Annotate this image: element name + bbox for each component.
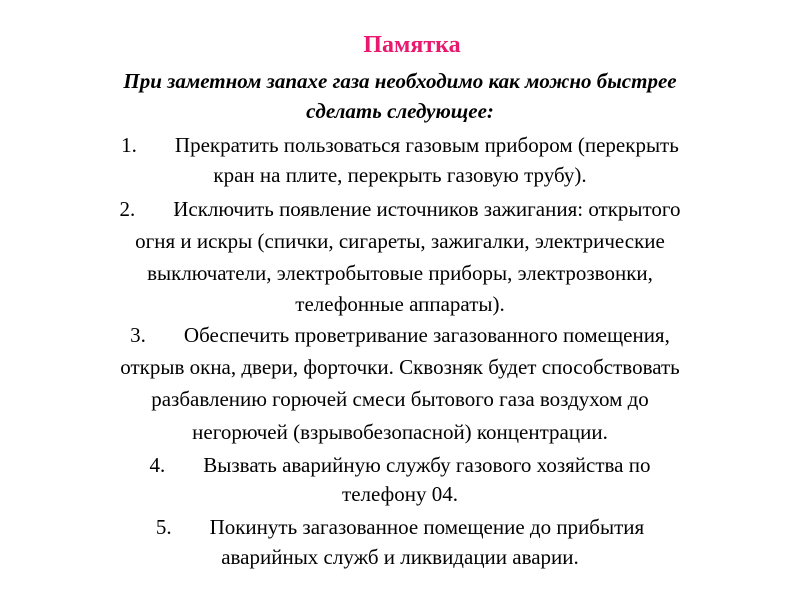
item-3-text-1: Обеспечить проветривание загазованного помещения,	[183, 323, 670, 347]
item-3-text-3: разбавлению горючей смеси бытового газа воздухом до	[151, 387, 649, 411]
item-2-text-1: Исключить появление источников зажигания: открытого	[173, 197, 681, 221]
intro-line-2: сделать следующее:	[306, 99, 494, 123]
item-2-text-4: телефонные аппараты).	[295, 292, 505, 316]
item-1-first-line	[0, 130, 800, 160]
item-4-text-2: телефону 04.	[342, 482, 458, 506]
intro-line-1: При заметном запахе газа необходимо как можно быстрее	[123, 69, 677, 93]
item-1-text-1: Прекратить пользоваться газовым прибором (перекрыть	[174, 133, 679, 157]
item-5-first-line	[0, 512, 800, 542]
item-3-text-4: негорючей (взрывобезопасной) концентрации.	[192, 420, 608, 444]
item-3-number: 3.	[130, 323, 146, 347]
item-2-number: 2.	[119, 197, 136, 221]
memo-title: Памятка	[363, 32, 461, 58]
item-5-number: 5.	[155, 515, 172, 539]
item-3-text-2: открыв окна, двери, форточки. Сквозняк будет способствовать	[120, 355, 680, 379]
item-5-text-1: Покинуть загазованное помещение до прибытия	[209, 515, 645, 539]
item-3-first-line	[0, 320, 800, 350]
item-5-text-2: аварийных служб и ликвидации аварии.	[221, 545, 579, 569]
item-1-text-2: кран на плите, перекрыть газовую трубу).	[213, 163, 587, 187]
item-1-number: 1.	[121, 133, 137, 157]
item-4-number: 4.	[149, 453, 166, 477]
item-4-text-1: Вызвать аварийную службу газового хозяйства по	[203, 453, 651, 477]
item-2-first-line	[0, 194, 800, 224]
item-2-text-2: огня и искры (спички, сигареты, зажигалки, электрические	[135, 229, 665, 253]
item-2-text-3: выключатели, электробытовые приборы, электрозвонки,	[147, 261, 653, 285]
item-4-first-line	[0, 450, 800, 480]
